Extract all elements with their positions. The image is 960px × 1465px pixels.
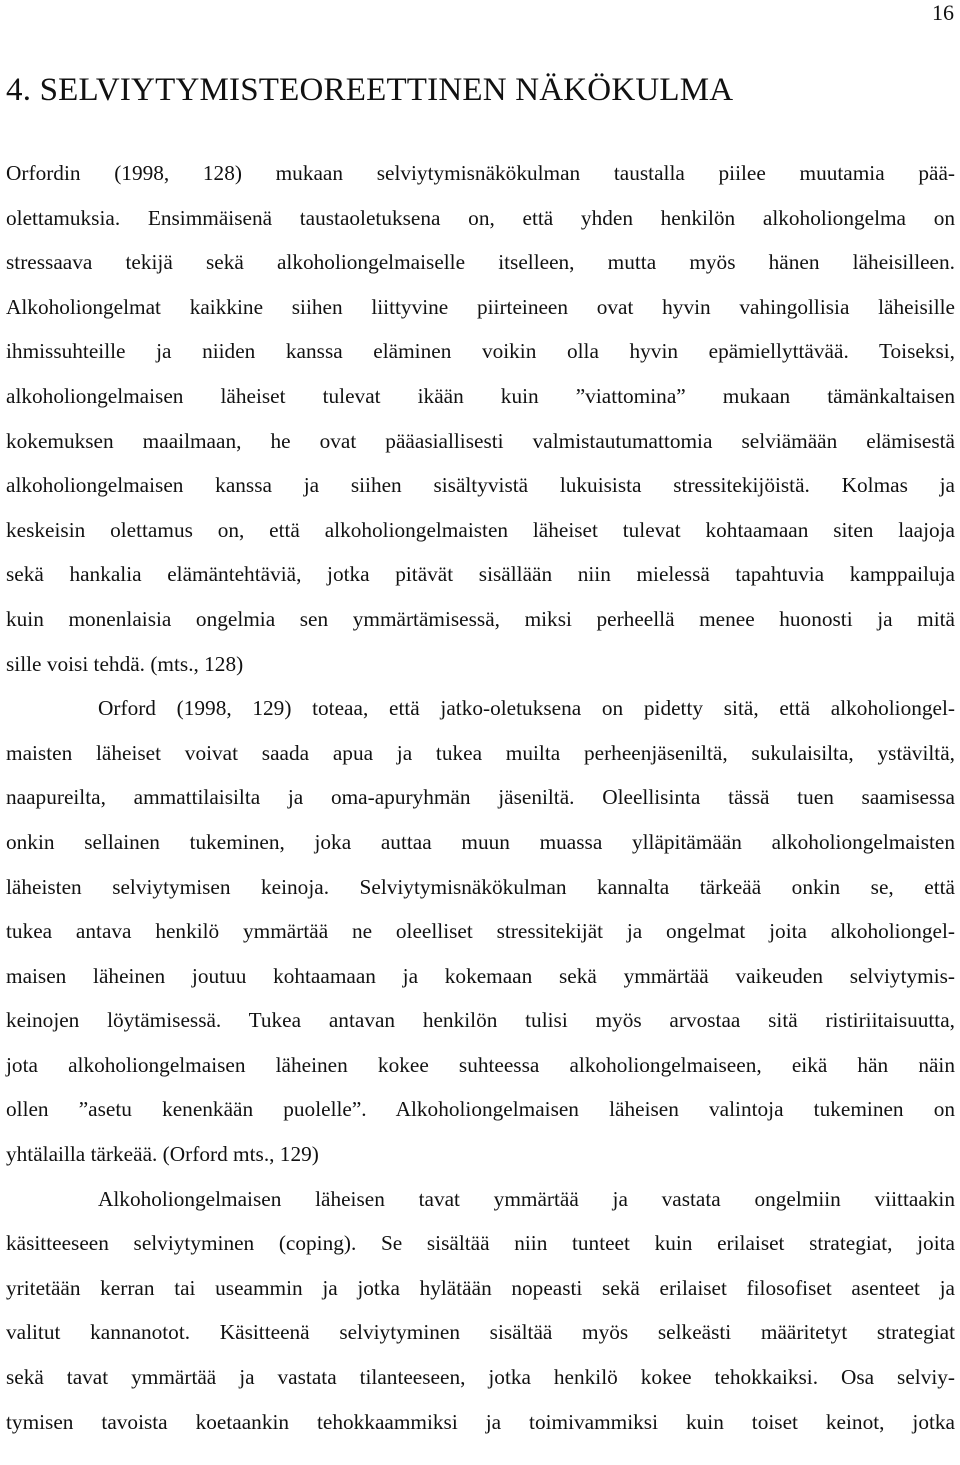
body-text (6, 151, 955, 1444)
paragraph-line: maisen läheinen joutuu kohtaamaan ja kokemaan sekä ymmärtää vaikeuden selviytymis- (6, 963, 955, 988)
paragraph-line: Alkoholiongelmaisen läheisen tavat ymmärtää ja vastata ongelmiin viittaakin (98, 1186, 955, 1211)
paragraph-line: yhtälailla tärkeää. (Orford mts., 129) (6, 1142, 319, 1167)
paragraph-line: keskeisin olettamus on, että alkoholiongelmaisten läheiset tulevat kohtaamaan siten laajoja (6, 517, 955, 542)
paragraph-line: keinojen löytämisessä. Tukea antavan henkilön tulisi myös arvostaa sitä ristiriitaisuutta, (6, 1008, 955, 1033)
paragraph-line: naapureilta, ammattilaisilta ja oma-apuryhmän jäseniltä. Oleellisinta tässä tuen saamisessa (6, 785, 955, 810)
chapter-heading: 4. SELVIYTYMISTEOREETTINEN NÄKÖKULMA (6, 72, 734, 108)
paragraph-line: tymisen tavoista koetaankin tehokkaammiksi ja toimivammiksi kuin toiset keinot, jotka (6, 1409, 955, 1434)
paragraph-1 (6, 151, 955, 686)
paragraph-line: stressaava tekijä sekä alkoholiongelmaiselle itselleen, mutta myös hänen läheisilleen. (6, 250, 955, 275)
paragraph-line: alkoholiongelmaisen läheiset tulevat ikään kuin ”viattomina” mukaan tämänkaltaisen (6, 383, 955, 408)
paragraph-line: sekä tavat ymmärtää ja vastata tilanteeseen, jotka henkilö kokee tehokkaiksi. Osa selviy- (6, 1365, 955, 1390)
paragraph-line: alkoholiongelmaisen kanssa ja siihen sisältyvistä lukuisista stressitekijöistä. Kolmas ja (6, 473, 955, 498)
paragraph-line: olettamuksia. Ensimmäisenä taustaoletuksena on, että yhden henkilön alkoholiongelma on (6, 205, 955, 230)
paragraph-line: ihmissuhteille ja niiden kanssa eläminen voikin olla hyvin epämiellyttävää. Toiseksi, (6, 339, 955, 364)
paragraph-line: käsitteeseen selviytyminen (coping). Se sisältää niin tunteet kuin erilaiset strategiat, joita (6, 1231, 955, 1256)
paragraph-line: yritetään kerran tai useammin ja jotka hylätään nopeasti sekä erilaiset filosofiset asenteet ja (6, 1275, 955, 1300)
paragraph-line: ollen ”asetu kenenkään puolelle”. Alkoholiongelmaisen läheisen valintoja tukeminen on (6, 1097, 955, 1122)
paragraph-2 (6, 686, 955, 1177)
paragraph-line: valitut kannanotot. Käsitteenä selviytyminen sisältää myös selkeästi määritetyt strategiat (6, 1320, 955, 1345)
paragraph-line: jota alkoholiongelmaisen läheinen kokee suhteessa alkoholiongelmaiseen, eikä hän näin (6, 1052, 955, 1077)
paragraph-3 (6, 1177, 955, 1445)
paragraph-line: Alkoholiongelmat kaikkine siihen liittyvine piirteineen ovat hyvin vahingollisia läheisille (6, 294, 955, 319)
paragraph-line: sille voisi tehdä. (mts., 128) (6, 651, 244, 676)
page-number: 16 (932, 0, 954, 25)
paragraph-line: läheisten selviytymisen keinoja. Selviytymisnäkökulman kannalta tärkeää onkin se, että (6, 874, 955, 899)
paragraph-line: sekä hankalia elämäntehtäviä, jotka pitävät sisällään niin mielessä tapahtuvia kamppailuja (6, 562, 955, 587)
paragraph-line: tukea antava henkilö ymmärtää ne oleelliset stressitekijät ja ongelmat joita alkoholiongel- (6, 919, 955, 944)
paragraph-line: Orford (1998, 129) toteaa, että jatko-oletuksena on pidetty sitä, että alkoholiongel- (98, 696, 955, 721)
paragraph-line: maisten läheiset voivat saada apua ja tukea muilta perheenjäseniltä, sukulaisilta, ystäviltä, (6, 740, 955, 765)
paragraph-line: onkin sellainen tukeminen, joka auttaa muun muassa ylläpitämään alkoholiongelmaisten (6, 829, 955, 854)
paragraph-line: Orfordin (1998, 128) mukaan selviytymisnäkökulman taustalla piilee muutamia pää- (6, 161, 955, 185)
paragraph-line: kuin monenlaisia ongelmia sen ymmärtämisessä, miksi perheellä menee huonosti ja mitä (6, 606, 955, 631)
paragraph-line: kokemuksen maailmaan, he ovat pääasiallisesti valmistautumattomia selviämään elämisestä (6, 428, 955, 453)
